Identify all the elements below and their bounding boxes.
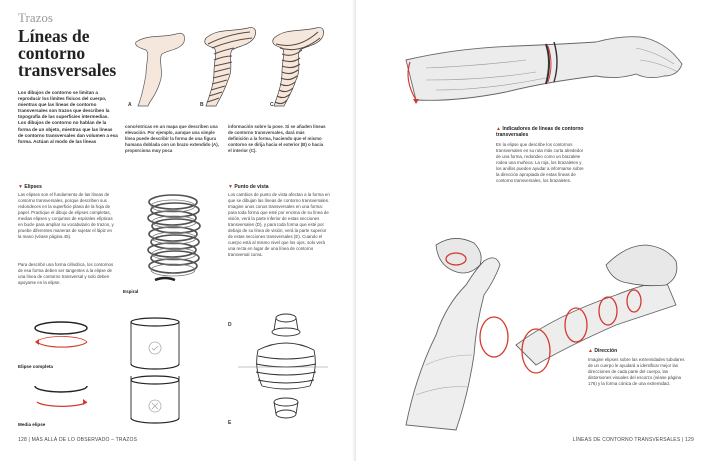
elipse-completa-label: Elipse completa	[18, 364, 53, 369]
triangle-down-icon: ▼	[18, 184, 23, 190]
right-page	[356, 0, 712, 461]
cylinder-correct	[131, 318, 179, 369]
indicadores-heading-text: Indicadores de líneas de contorno transversales	[496, 126, 584, 138]
intro-text-col2: concéntricas en un mapa que describen una elevación. Por ejemplo, aunque una simple línea puede describir la forma de una figura humana doblada con un brazo extendido (A), proporciona muy poca	[125, 124, 219, 153]
triangle-up-icon: ▲	[496, 126, 501, 132]
figure-a	[136, 33, 185, 106]
elipses-heading-text: Elipses	[24, 184, 42, 190]
page-title	[18, 28, 128, 79]
full-ellipse-stack	[35, 322, 87, 347]
section-kicker: Trazos	[18, 10, 53, 25]
letter-e: E	[228, 420, 232, 426]
title-line-2: contorno	[18, 43, 86, 63]
title-line-3: transversales	[18, 60, 117, 80]
fig-letter-c: C	[270, 102, 274, 108]
letter-d: D	[228, 322, 232, 328]
punto-body: Los cambios de punto de vista afectan a la forma en que se dibujan las líneas de contorno transversales. Imagine unos conos transversales en una forma: para toda forma que esté por encima de su línea de visión, verá la parte inferior de estas secciones transversales (D), y para toda forma que esté por debajo de su línea de visión, verá la parte superior de estas secciones transversales (E). Cuando el cuerpo está al mismo nivel que los ojos, solo verá una recta en lugar de una línea de contorno transversal curva.	[228, 192, 330, 257]
punto-heading-text: Punto de vista	[234, 184, 269, 190]
elipses-heading	[18, 184, 42, 190]
intro-text: Los dibujos de contorno se limitan a reproducir los límites físicos del cuerpo, mientras que las líneas de contorno transversales son trazos que describen la topografía de las superficies intermedias. Los dibujos de contorno no hablan de la forma de un objeto, mientras que las líneas de contorno transversales dan volumen a esa forma. Actúan al modo de las líneas	[18, 90, 118, 144]
viewpoint-stacked-form	[238, 310, 328, 422]
direccion-heading	[588, 348, 617, 354]
fig-letter-a: A	[128, 102, 132, 108]
cylinder-incorrect	[131, 376, 179, 423]
punto-heading	[228, 184, 269, 190]
elipses-body: Las elipses son el fundamento de las líneas de contorno transversales, porque describen sus redondeces en la superficie plana de la hoja de papel. Practique el dibujo de elipses completas, medias elipses y conjuntos de espirales elípticas en bucle para ampliar su vocabulario de trazos, y pruebe diferentes maneras de sujetar el lápiz en la mano (véase página 45).	[18, 192, 114, 239]
right-footer: LÍNEAS DE CONTORNO TRANSVERSALES | 129	[572, 437, 694, 443]
half-ellipse-stack	[35, 386, 87, 406]
indicadores-heading	[496, 126, 586, 138]
left-footer: 128 | MÁS ALLÁ DE LO OBSERVADO – TRAZOS	[18, 437, 138, 443]
triangle-down-icon: ▼	[228, 184, 233, 190]
title-line-1: Líneas de	[18, 26, 90, 46]
figure-c	[273, 27, 324, 106]
direccion-heading-text: Dirección	[594, 348, 618, 354]
direccion-body: Imagine elipses sobre las extremidades tubulares de un cuerpo le ayudará a identificar mejor las direcciones de cada parte del cuerpo, las distorsiones visuales del escorzo (véase página 176) y la forma cónica de una extremidad.	[588, 357, 685, 386]
ellipse-exercises	[25, 318, 235, 430]
figure-b	[205, 27, 256, 106]
spiral-coil-drawing	[135, 192, 215, 284]
figures-abc	[128, 20, 328, 110]
intro-text-col3: información sobre la pose. Si se añaden líneas de contorno transversales, dará más definición a la forma, haciendo que el mismo contorno se dirija hacia el exterior (B) o hacia el interior (C).	[228, 124, 326, 153]
indicadores-body: En la elipse que describe los contornos transversales en su ruta más corta alrededor de una forma, redondeo como un brazalete rodea una muñeca. La roja, los brazaletes y los anillos pueden ayudar a informarse sobre la dirección apropiada de estas líneas de contorno transversales, los brazaletes.	[496, 142, 584, 183]
elipses-body-2: Para describir una forma cilíndrica, los contornos de esa forma deben ser tangentes a la elipse de una línea de contorno transversal y solo deben apoyarse en la elipse.	[18, 262, 114, 285]
fig-letter-b: B	[200, 102, 204, 108]
espiral-label: Espiral	[123, 289, 139, 294]
media-elipse-label: Media elipse	[18, 422, 46, 427]
arm-bracelet-drawing	[396, 20, 686, 120]
triangle-up-icon: ▲	[588, 348, 593, 354]
